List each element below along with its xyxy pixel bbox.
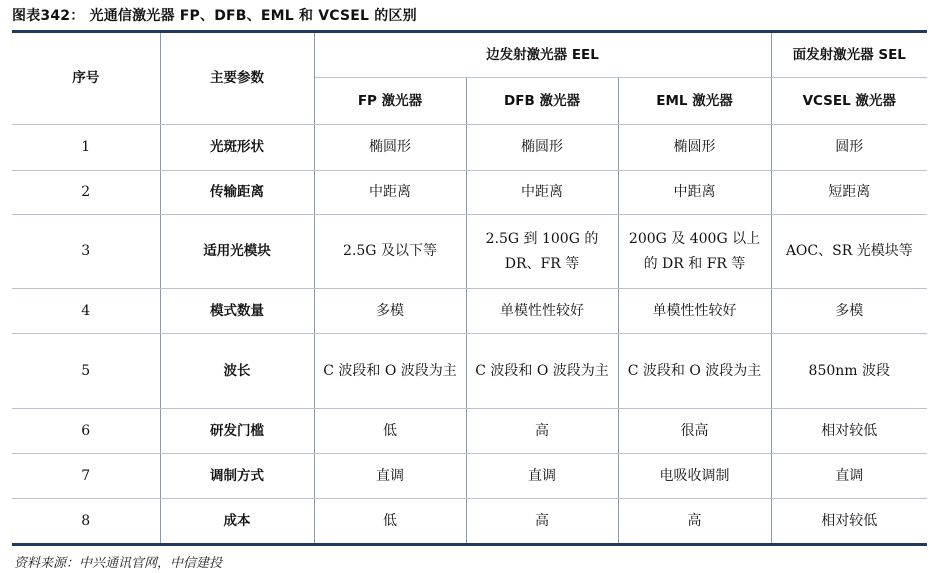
cell-eml: 高 [618, 499, 771, 545]
cell-fp: 中距离 [314, 171, 466, 215]
header-sel-group: 面发射激光器 SEL [771, 32, 927, 78]
cell-seq: 7 [12, 454, 160, 499]
cell-vcsel: 多模 [771, 289, 927, 334]
table-row [12, 499, 927, 545]
cell-eml: 200G 及 400G 以上的 DR 和 FR 等 [618, 215, 771, 289]
header-vcsel: VCSEL 激光器 [771, 78, 927, 125]
cell-dfb: 椭圆形 [466, 125, 618, 171]
header-param: 主要参数 [160, 32, 314, 125]
cell-fp: C 波段和 O 波段为主 [314, 334, 466, 409]
cell-seq: 3 [12, 215, 160, 289]
cell-dfb: 中距离 [466, 171, 618, 215]
cell-fp: 直调 [314, 454, 466, 499]
table-row [12, 215, 927, 289]
cell-param: 光斑形状 [160, 125, 314, 171]
table-row [12, 125, 927, 171]
cell-param: 适用光模块 [160, 215, 314, 289]
cell-seq: 1 [12, 125, 160, 171]
cell-fp: 低 [314, 499, 466, 545]
cell-vcsel: AOC、SR 光模块等 [771, 215, 927, 289]
cell-seq: 4 [12, 289, 160, 334]
cell-seq: 2 [12, 171, 160, 215]
cell-eml: 单模性性较好 [618, 289, 771, 334]
cell-vcsel: 短距离 [771, 171, 927, 215]
cell-eml: 椭圆形 [618, 125, 771, 171]
cell-param: 波长 [160, 334, 314, 409]
figure-title: 图表342： 光通信激光器 FP、DFB、EML 和 VCSEL 的区别 [12, 8, 417, 24]
cell-eml: 中距离 [618, 171, 771, 215]
table-row [12, 409, 927, 454]
cell-seq: 6 [12, 409, 160, 454]
cell-seq: 5 [12, 334, 160, 409]
cell-param: 成本 [160, 499, 314, 545]
cell-eml: C 波段和 O 波段为主 [618, 334, 771, 409]
cell-param: 调制方式 [160, 454, 314, 499]
cell-vcsel: 圆形 [771, 125, 927, 171]
table-row [12, 289, 927, 334]
cell-dfb: 高 [466, 499, 618, 545]
cell-dfb: 直调 [466, 454, 618, 499]
table-row [12, 454, 927, 499]
cell-vcsel: 直调 [771, 454, 927, 499]
cell-eml: 电吸收调制 [618, 454, 771, 499]
cell-vcsel: 850nm 波段 [771, 334, 927, 409]
table-row [12, 171, 927, 215]
header-eel-group: 边发射激光器 EEL [314, 32, 771, 78]
cell-dfb: C 波段和 O 波段为主 [466, 334, 618, 409]
laser-comparison-table [12, 30, 927, 546]
cell-dfb: 高 [466, 409, 618, 454]
cell-eml: 很高 [618, 409, 771, 454]
cell-param: 传输距离 [160, 171, 314, 215]
table-row [12, 334, 927, 409]
header-dfb: DFB 激光器 [466, 78, 618, 125]
cell-vcsel: 相对较低 [771, 499, 927, 545]
cell-param: 研发门槛 [160, 409, 314, 454]
header-fp: FP 激光器 [314, 78, 466, 125]
header-row-groups [12, 32, 927, 78]
header-seq: 序号 [12, 32, 160, 125]
cell-fp: 低 [314, 409, 466, 454]
cell-fp: 椭圆形 [314, 125, 466, 171]
cell-fp: 多模 [314, 289, 466, 334]
cell-fp: 2.5G 及以下等 [314, 215, 466, 289]
header-eml: EML 激光器 [618, 78, 771, 125]
cell-param: 模式数量 [160, 289, 314, 334]
cell-dfb: 单模性性较好 [466, 289, 618, 334]
cell-seq: 8 [12, 499, 160, 545]
cell-dfb: 2.5G 到 100G 的 DR、FR 等 [466, 215, 618, 289]
source-note: 资料来源：中兴通讯官网，中信建投 [14, 556, 223, 571]
cell-vcsel: 相对较低 [771, 409, 927, 454]
comparison-table-container [12, 30, 927, 546]
